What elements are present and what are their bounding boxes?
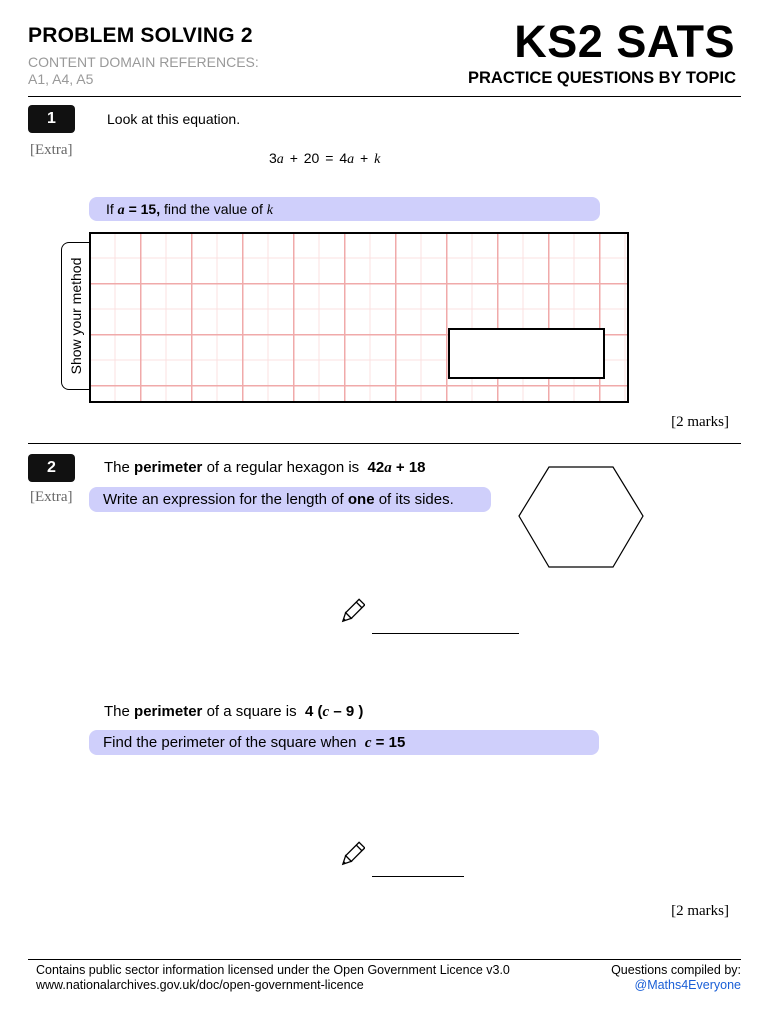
page-title: PROBLEM SOLVING 2 — [28, 24, 253, 47]
q2b-instr: Find the perimeter of the square when — [103, 734, 357, 751]
question-divider — [28, 443, 741, 444]
licence-url[interactable]: www.nationalarchives.gov.uk/doc/open-government-licence — [36, 978, 364, 992]
prompt-if: If — [106, 201, 114, 217]
q2a-expr-var: a — [384, 460, 392, 476]
page-subtitle: PRACTICE QUESTIONS BY TOPIC — [467, 69, 736, 87]
marks-2: [2 marks] — [671, 903, 729, 919]
equation-lhs-coef: 3 — [269, 150, 277, 166]
pencil-icon — [339, 598, 365, 626]
compiled-by: Questions compiled by: — [611, 963, 741, 977]
show-method-label: Show your method — [67, 257, 84, 375]
equation-lhs-const: 20 — [303, 150, 320, 166]
q2b-mid: of a square is — [206, 703, 297, 720]
q2a-mid: of a regular hexagon is — [206, 459, 360, 476]
footer-licence — [36, 963, 510, 993]
question-1-prompt — [106, 201, 273, 219]
prompt-var: a — [117, 203, 125, 218]
q2b-instr-value: = 15 — [375, 734, 406, 751]
q2b-expr-open: 4 ( — [304, 703, 323, 720]
question-2b-instruction — [103, 734, 405, 752]
question-2b-text — [104, 703, 363, 721]
content-domain-refs: A1, A4, A5 — [28, 71, 94, 87]
marks-1: [2 marks] — [671, 414, 729, 430]
question-2a-instruction-box — [89, 487, 491, 512]
answer-line-2a[interactable] — [372, 633, 519, 634]
equation-rhs-var: a — [347, 152, 355, 167]
content-domain-label: CONTENT DOMAIN REFERENCES: — [28, 54, 259, 70]
question-number-1: 1 — [28, 105, 75, 133]
q2a-bold: perimeter — [134, 459, 203, 476]
show-method-tab — [61, 242, 89, 390]
question-number-2: 2 — [28, 454, 75, 482]
question-tag-2: [Extra] — [30, 489, 73, 505]
author-handle[interactable]: @Maths4Everyone — [634, 978, 741, 992]
q2b-bold: perimeter — [134, 703, 203, 720]
answer-line-2b[interactable] — [372, 876, 464, 877]
footer-divider — [28, 959, 741, 960]
q2a-instr-post: of its sides. — [378, 491, 454, 508]
equation-plus-2: + — [360, 150, 369, 166]
equation-plus-1: + — [289, 150, 298, 166]
licence-text: Contains public sector information licensed under the Open Government Licence v3.0 — [36, 963, 510, 977]
question-1-intro: Look at this equation. — [107, 111, 241, 127]
question-2b-instruction-box — [89, 730, 599, 755]
question-tag-1: [Extra] — [30, 142, 73, 158]
content-domain — [28, 54, 259, 88]
question-1-prompt-box — [89, 197, 600, 221]
hexagon-diagram — [517, 465, 645, 569]
brand-title: KS2 SATS — [514, 16, 735, 67]
q2b-expr-close: – 9 ) — [333, 703, 364, 720]
equation — [269, 150, 380, 168]
equation-lhs-var: a — [276, 152, 284, 167]
footer-credit — [611, 963, 741, 993]
q2a-instr-bold: one — [347, 491, 375, 508]
q2a-expr-num: 42 — [367, 459, 385, 476]
answer-box-1[interactable] — [448, 328, 605, 379]
question-2a-text — [104, 459, 426, 477]
header-divider — [28, 96, 741, 97]
equation-equals: = — [325, 150, 334, 166]
q2b-pre: The — [104, 703, 130, 720]
q2a-pre: The — [104, 459, 130, 476]
q2b-expr-var: c — [322, 704, 330, 720]
q2a-instr-pre: Write an expression for the length of — [103, 491, 344, 508]
prompt-value: = 15, — [128, 201, 161, 217]
pencil-icon — [339, 841, 365, 869]
equation-rhs-var2: k — [374, 152, 381, 167]
equation-rhs-coef: 4 — [339, 150, 348, 166]
q2a-expr-rest: + 18 — [395, 459, 426, 476]
q2b-instr-var: c — [364, 735, 372, 751]
prompt-target: k — [266, 203, 273, 218]
prompt-rest: find the value of — [163, 201, 263, 217]
question-2a-instruction — [103, 491, 454, 508]
